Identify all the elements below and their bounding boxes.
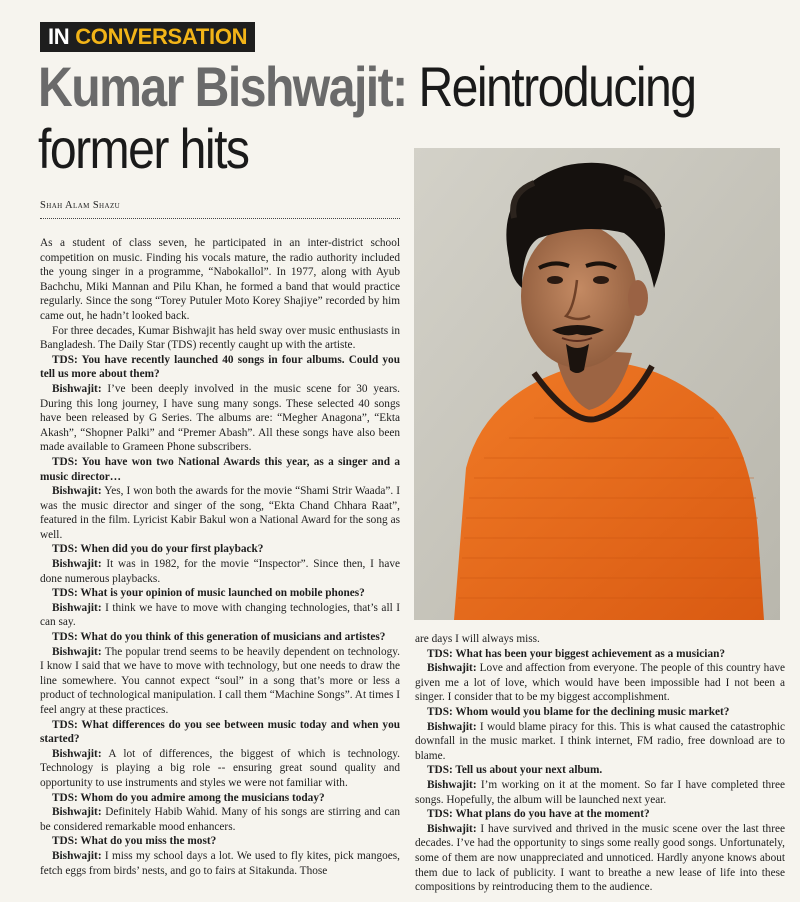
answer-text: Love and affection from everyone. The people of this country have given me a lot of love, which would have been impossible had I not been a singer. I consider that to be my biggest accomplishment. [415, 662, 785, 704]
speaker-label: Bishwajit: [52, 747, 102, 760]
interview-answer [415, 661, 785, 705]
kicker-in: IN [48, 24, 70, 49]
headline-rest: Reintroducing former hits [38, 55, 696, 180]
interview-answer [40, 557, 400, 586]
interview-answer [40, 645, 400, 718]
answer-text: I’m working on it at the moment. So far I have completed three songs. Hopefully, the album will be launched next year. [415, 778, 785, 806]
answer-text: A lot of differences, the biggest of which is technology. Technology is playing a big role -- ensuring great sound quality and opportunity to use instruments and styles we were not familiar with. [40, 747, 400, 789]
speaker-label: Bishwajit: [52, 601, 102, 614]
answer-text: Yes, I won both the awards for the movie “Shami Strir Waada”. I was the music director and singer of the song, “Ekta Chand Chhara Raat”, featured in the film. Lyricist Kabir Bakul won a National Award for the song as well. [40, 485, 400, 541]
interview-answer [40, 484, 400, 542]
interview-question: TDS: Tell us about your next album. [427, 764, 603, 777]
article-left-column [40, 236, 400, 878]
interview-question: TDS: You have recently launched 40 songs in four albums. Could you tell us more about them? [40, 353, 400, 381]
interview-question: TDS: What plans do you have at the moment? [427, 808, 650, 821]
byline: Shah Alam Shazu [40, 200, 121, 211]
interview-answer [415, 778, 785, 807]
interview-question: TDS: Whom would you blame for the declining music market? [427, 705, 730, 718]
interview-question: TDS: What do you think of this generation of musicians and artistes? [52, 631, 386, 644]
portrait-photo [414, 148, 780, 620]
answer-text: I would blame piracy for this. This is what caused the catastrophic downfall in the music market. I think internet, FM radio, free download are to blame. [415, 720, 785, 762]
speaker-label: Bishwajit: [52, 382, 102, 395]
interview-answer [40, 805, 400, 834]
speaker-label: Bishwajit: [52, 806, 102, 819]
interview-answer [40, 747, 400, 791]
kicker-conversation: CONVERSATION [75, 24, 248, 49]
section-kicker [40, 22, 255, 52]
interview-question: TDS: What differences do you see between music today and when you started? [40, 718, 400, 746]
speaker-label: Bishwajit: [52, 849, 102, 862]
speaker-label: Bishwajit: [52, 558, 102, 571]
answer-text: I have survived and thrived in the music scene over the last three decades. I’ve had the opportunity to sings some really good songs. Unfortunately, some of them are now unappreciated and unnoticed. Hardly anyone knows about them due to lack of publicity. I want to breathe a new lease of life into these compositions by reintroducing them to the audience. [415, 822, 785, 894]
interview-answer [415, 822, 785, 895]
answer-text: Definitely Habib Wahid. Many of his songs are stirring and can be considered remarkable mood enhancers. [40, 806, 400, 833]
answer-text: I think we have to move with changing technologies, that’s all I can say. [40, 601, 400, 629]
interview-question: TDS: When did you do your first playback? [52, 543, 264, 556]
answer-text: It was in 1982, for the movie “Inspector”. Since then, I have done numerous playbacks. [40, 558, 400, 585]
continued-paragraph: are days I will always miss. [415, 633, 540, 645]
speaker-label: Bishwajit: [52, 645, 102, 658]
headline-name: Kumar Bishwajit: [38, 55, 407, 118]
interview-question: TDS: What has been your biggest achievement as a musician? [427, 647, 726, 660]
interview-answer [40, 849, 400, 878]
interview-question: TDS: Whom do you admire among the musicians today? [52, 791, 325, 804]
answer-text: I’ve been deeply involved in the music scene for 30 years. During this long journey, I have sung many songs. These selected 40 songs have been released by G Series. The albums are: “Megher Anagona”, “Ekta Akash”, “Shopner Palki” and “Premer Abash”. All these songs have also been made available to Grameen Phone subscribers. [40, 382, 400, 454]
speaker-label: Bishwajit: [427, 778, 477, 791]
answer-text: The popular trend seems to be heavily dependent on technology. I know I said that we have to move with technology, but one needs to draw the line somewhere. You cannot expect “soul” in a song that’s more or less a product of technological manipulation. I call them “Machine Songs”. At times I feel angry at these practices. [40, 645, 400, 716]
speaker-label: Bishwajit: [427, 720, 477, 733]
answer-text: I miss my school days a lot. We used to fly kites, pick mangoes, fetch eggs from birds’ nests, and go to fairs at Sitakunda. Those [40, 849, 400, 877]
speaker-label: Bishwajit: [427, 662, 477, 675]
interview-answer [40, 601, 400, 630]
interview-answer [415, 720, 785, 764]
speaker-label: Bishwajit: [52, 485, 102, 498]
speaker-label: Bishwajit: [427, 822, 477, 835]
intro-paragraph: For three decades, Kumar Bishwajit has held sway over music enthusiasts in Bangladesh. The Daily Star (TDS) recently caught up with the artiste. [40, 324, 400, 352]
interview-question: TDS: What is your opinion of music launched on mobile phones? [52, 587, 365, 600]
lead-paragraph: As a student of class seven, he participated in an inter-district school competition on music. Finding his vocals mature, the radio authority included the young singer in a programme, “Nabokallol”. In 1977, along with Ayub Bachchu, Miki Mannan and Pilu Khan, he formed a band that would practice regularly. Since the song “Torey Putuler Moto Korey Shajiye” recorded by him came out, he hadn’t looked back. [40, 237, 400, 322]
byline-divider [40, 218, 400, 219]
interview-question: TDS: What do you miss the most? [52, 835, 217, 848]
interview-answer [40, 382, 400, 455]
article-right-column [415, 632, 785, 895]
interview-question: TDS: You have won two National Awards this year, as a singer and a music director… [40, 455, 400, 483]
